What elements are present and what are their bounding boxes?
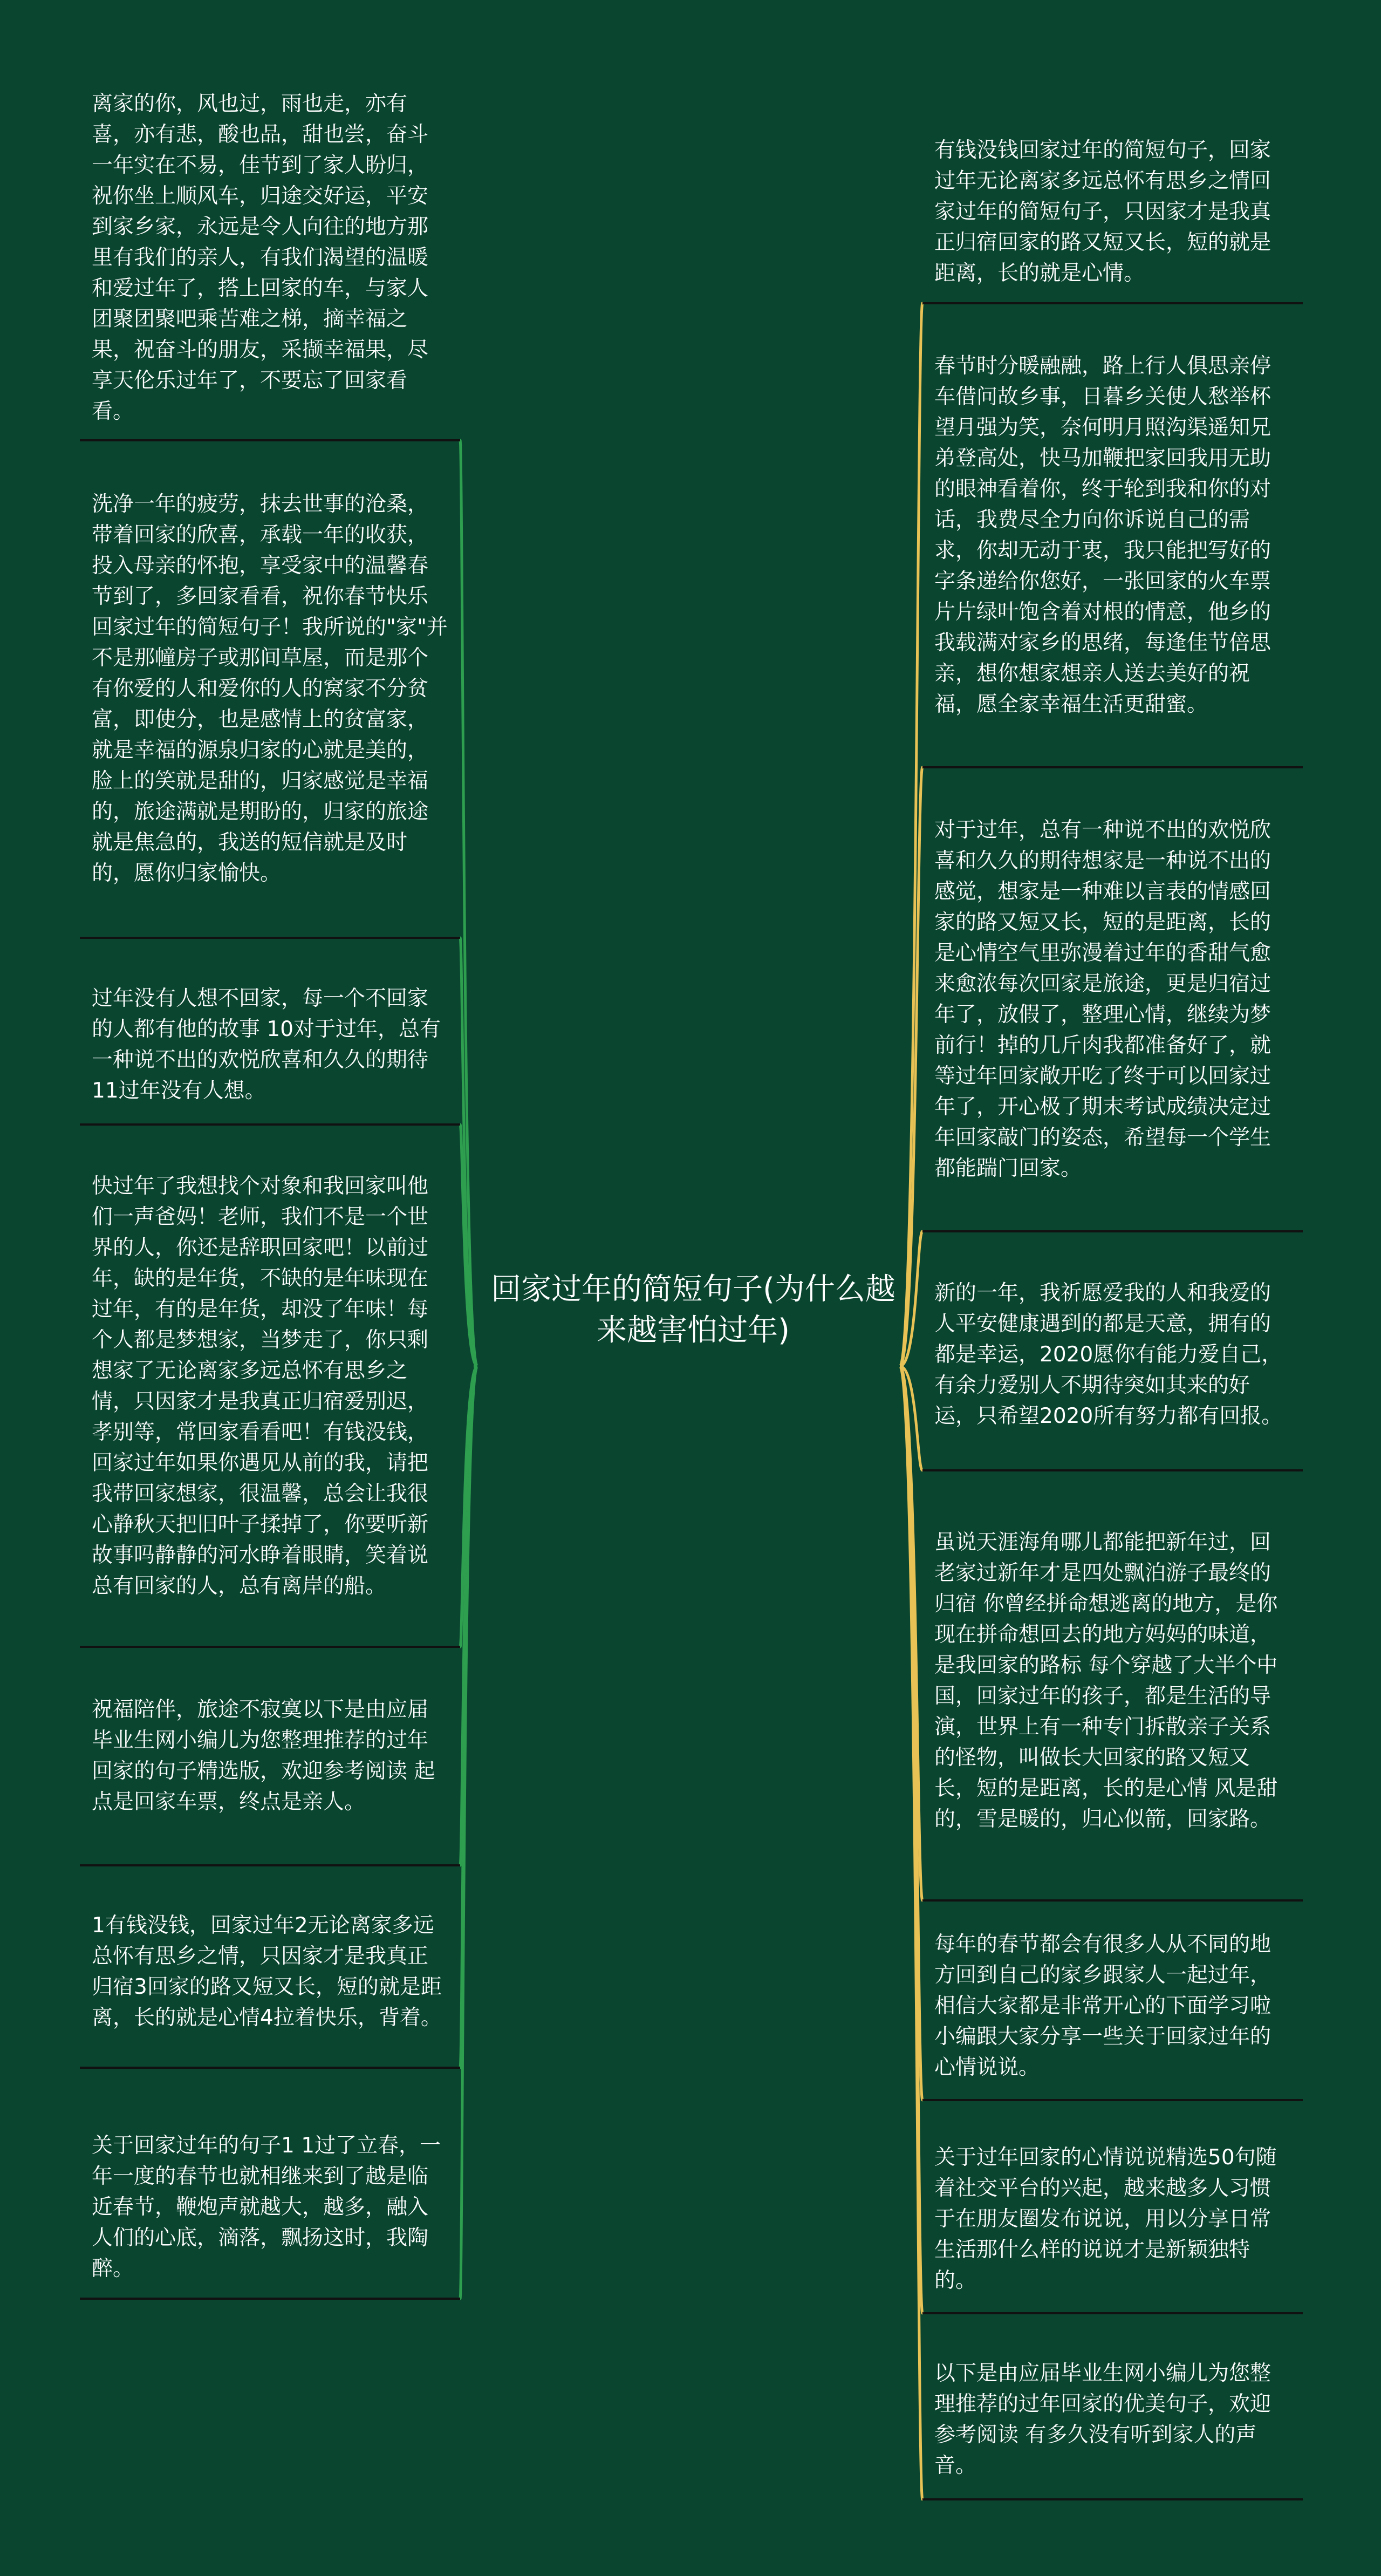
left-node-7[interactable] [80, 2125, 460, 2298]
left-node-5[interactable] [80, 1689, 460, 1864]
right-node-5[interactable] [922, 1522, 1303, 1899]
right-node-2[interactable] [922, 345, 1303, 766]
left-node-4[interactable] [80, 1166, 460, 1646]
right-node-7[interactable] [922, 2137, 1303, 2312]
left-node-5-text: 祝福陪伴，旅途不寂寞以下是由应届毕业生网小编儿为您整理推荐的过年回家的句子精选版，欢迎参考阅读 起点是回家车票，终点是亲人。 [92, 1698, 435, 1814]
left-node-7-text: 关于回家过年的句子1 1过了立春，一年一度的春节也就相继来到了越是临近春节，鞭炮声就越大，越多，融入人们的心底，滴落，飘扬这时，我陶醉。 [92, 2134, 441, 2281]
right-node-6-text: 每年的春节都会有很多人从不同的地方回到自己的家乡跟家人一起过年，相信大家都是非常开心的下面学习啦小编跟大家分享一些关于回家过年的心情说说。 [934, 1932, 1271, 2080]
right-node-6[interactable] [922, 1924, 1303, 2099]
right-node-8-text: 以下是由应届毕业生网小编儿为您整理推荐的过年回家的优美句子，欢迎参考阅读 有多久没有听到家人的声音。 [934, 2361, 1271, 2478]
left-node-1-text: 离家的你，风也过，雨也走，亦有喜，亦有悲，酸也品，甜也尝，奋斗一年实在不易，佳节到了家人盼归，祝你坐上顺风车，归途交好运，平安到家乡家，永远是令人向往的地方那里有我们的亲人，有我们渴望的温暖和爱过年了，搭上回家的车，与家人团聚团聚吧乘苦难之梯，摘幸福之果，祝奋斗的朋友，采撷幸福果，尽享天伦乐过年了，不要忘了回家看看。 [92, 92, 429, 424]
right-node-8[interactable] [922, 2353, 1303, 2498]
right-node-3-text: 对于过年，总有一种说不出的欢悦欣喜和久久的期待想家是一种说不出的感觉，想家是一种难以言表的情感回家的路又短又长，短的是距离，长的是心情空气里弥漫着过年的香甜气愈来愈浓每次回家是旅途，更是归宿过年了，放假了，整理心情，继续为梦前行！掉的几斤肉我都准备好了，就等过年回家敞开吃了终于可以回家过年了，开心极了期末考试成绩决定过年回家敲门的姿态，希望每一个学生都能踹门回家。 [934, 818, 1271, 1181]
left-node-2-text: 洗净一年的疲劳，抹去世事的沧桑，带着回家的欣喜，承载一年的收获，投入母亲的怀抱，享受家中的温馨春节到了，多回家看看，祝你春节快乐回家过年的简短句子！我所说的"家"并不是那幢房子或那间草屋，而是那个有你爱的人和爱你的人的窝家不分贫富，即使分，也是感情上的贫富家，就是幸福的源泉归家的心就是美的，脸上的笑就是甜的，归家感觉是幸福的，旅途满就是期盼的，归家的旅途就是焦急的，我送的短信就是及时的，愿你归家愉快。 [92, 492, 448, 885]
left-node-2[interactable] [80, 483, 460, 937]
left-node-6[interactable] [80, 1905, 460, 2067]
root-topic[interactable]: 回家过年的简短句子(为什么越来越害怕过年) [491, 1272, 895, 1348]
right-node-7-text: 关于过年回家的心情说说精选50句随着社交平台的兴起，越来越多人习惯于在朋友圈发布说说，用以分享日常生活那什么样的说说才是新颖独特的。 [934, 2145, 1277, 2293]
right-node-1-text: 有钱没钱回家过年的简短句子，回家过年无论离家多远总怀有思乡之情回家过年的简短句子，只因家才是我真正归宿回家的路又短又长，短的就是距离，长的就是心情。 [934, 138, 1271, 285]
left-node-6-text: 1有钱没钱，回家过年2无论离家多远总怀有思乡之情，只因家才是我真正归宿3回家的路又短又长，短的就是距离，长的就是心情4拉着快乐，背着。 [92, 1913, 442, 2030]
left-node-1[interactable] [80, 83, 460, 439]
left-node-3[interactable] [80, 978, 460, 1123]
right-node-1[interactable] [922, 130, 1303, 302]
right-node-2-text: 春节时分暖融融，路上行人俱思亲停车借问故乡事，日暮乡关使人愁举杯望月强为笑，奈何明月照沟渠遥知兄弟登高处，快马加鞭把家回我用无助的眼神看着你，终于轮到我和你的对话，我费尽全力向你诉说自己的需求，你却无动于衷，我只能把写好的字条递给你您好，一张回家的火车票片片绿叶饱含着对根的情意，他乡的我载满对家乡的思绪，每逢佳节倍思亲，想你想家想亲人送去美好的祝福，愿全家幸福生活更甜蜜。 [934, 354, 1271, 717]
right-node-4[interactable] [922, 1272, 1303, 1469]
right-node-5-text: 虽说天涯海角哪儿都能把新年过，回老家过新年才是四处飘泊游子最终的归宿 你曾经拼命想逃离的地方，是你现在拼命想回去的地方妈妈的味道，是我回家的路标 每个穿越了大半个中国，回家过年的孩子，都是生活的导演，世界上有一种专门拆散亲子关系的怪物，叫做长大回家的路又短又长，短的是距离，长的是心情 风是甜的，雪是暖的，归心似箭，回家路。 [934, 1530, 1278, 1831]
left-node-3-text: 过年没有人想不回家，每一个不回家的人都有他的故事 10对于过年，总有一种说不出的欢悦欣喜和久久的期待 11过年没有人想。 [92, 986, 441, 1103]
right-node-4-text: 新的一年，我祈愿爱我的人和我爱的人平安健康遇到的都是天意，拥有的都是幸运，2020愿你有能力爱自己，有余力爱别人不期待突如其来的好运，只希望2020所有努力都有回报。 [934, 1281, 1283, 1428]
left-node-4-text: 快过年了我想找个对象和我回家叫他们一声爸妈！老师，我们不是一个世界的人，你还是辞职回家吧！以前过年，缺的是年货，不缺的是年味现在过年，有的是年货，却没了年味！每个人都是梦想家，当梦走了，你只剩想家了无论离家多远总怀有思乡之情，只因家才是我真正归宿爱别迟，孝别等，常回家看看吧！有钱没钱，回家过年如果你遇见从前的我，请把我带回家想家，很温馨，总会让我很心静秋天把旧叶子揉掉了，你要听新故事吗静静的河水睁着眼睛，笑着说总有回家的人，总有离岸的船。 [92, 1174, 429, 1598]
right-node-3[interactable] [922, 809, 1303, 1230]
